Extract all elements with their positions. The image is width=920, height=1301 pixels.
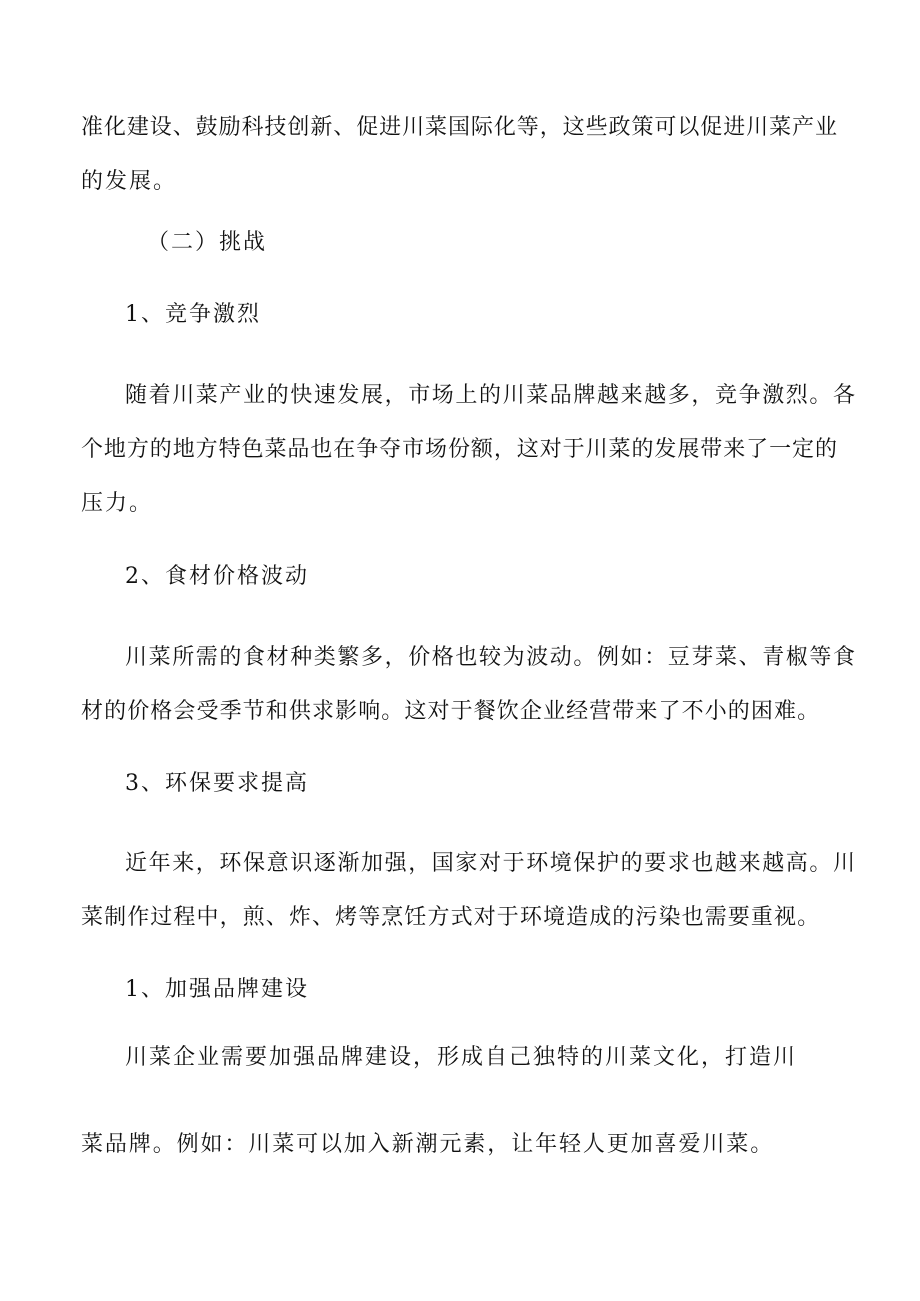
paragraph-line-ingredient-2: 材的价格会受季节和供求影响。这对于餐饮企业经营带来了不小的困难。 bbox=[81, 699, 821, 724]
section-heading-challenges: （二）挑战 bbox=[147, 230, 268, 255]
paragraph-line-brand-1: 川菜企业需要加强品牌建设，形成自己独特的川菜文化，打造川 bbox=[125, 1045, 798, 1070]
subheading-brand-building: 1、加强品牌建设 bbox=[125, 977, 309, 1002]
paragraph-line-environment-2: 菜制作过程中，煎、炸、烤等烹饪方式对于环境造成的污染也需要重视。 bbox=[81, 905, 821, 930]
subheading-ingredient-price: 2、食材价格波动 bbox=[125, 564, 309, 589]
subheading-environment: 3、环保要求提高 bbox=[125, 771, 309, 796]
paragraph-line-2: 的发展。 bbox=[81, 169, 178, 194]
paragraph-line-1: 准化建设、鼓励科技创新、促进川菜国际化等，这些政策可以促进川菜产业 bbox=[81, 115, 837, 140]
paragraph-line-competition-1: 随着川菜产业的快速发展，市场上的川菜品牌越来越多，竞争激烈。各 bbox=[125, 383, 857, 408]
paragraph-line-competition-2: 个地方的地方特色菜品也在争夺市场份额，这对于川菜的发展带来了一定的 bbox=[81, 437, 837, 462]
paragraph-line-ingredient-1: 川菜所需的食材种类繁多，价格也较为波动。例如：豆芽菜、青椒等食 bbox=[125, 645, 857, 670]
paragraph-line-environment-1: 近年来，环保意识逐渐加强，国家对于环境保护的要求也越来越高。川 bbox=[125, 851, 857, 876]
paragraph-line-competition-3: 压力。 bbox=[81, 491, 154, 516]
paragraph-line-brand-2: 菜品牌。例如：川菜可以加入新潮元素，让年轻人更加喜爱川菜。 bbox=[81, 1132, 775, 1157]
subheading-competition: 1、竞争激烈 bbox=[125, 302, 261, 327]
